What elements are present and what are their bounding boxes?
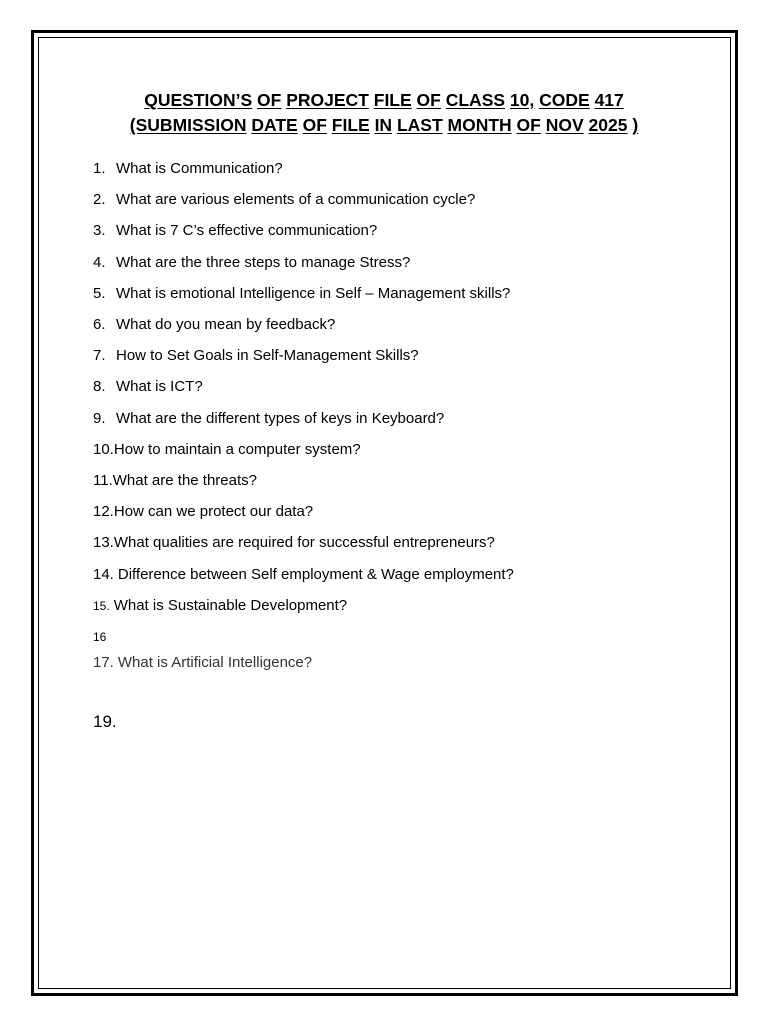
- title-word: ): [632, 115, 639, 135]
- question-number: 4.: [93, 254, 106, 271]
- question-text: What is Artificial Intelligence?: [117, 654, 313, 671]
- question-item: [93, 190, 475, 210]
- title-word: (SUBMISSION: [129, 115, 247, 135]
- question-item: [93, 221, 377, 241]
- question-number: 12.: [93, 503, 114, 520]
- title-word: 417: [594, 90, 624, 110]
- title-word: OF: [416, 90, 441, 110]
- title-word: LAST: [396, 115, 443, 135]
- question-text: How can we protect our data?: [113, 503, 314, 520]
- title-line-2: [0, 113, 768, 137]
- question-text: What are various elements of a communication cycle?: [116, 191, 476, 208]
- question-number: 7.: [93, 347, 106, 364]
- question-number: 13.: [93, 534, 114, 551]
- question-item: [93, 284, 510, 304]
- question-text: What do you mean by feedback?: [116, 316, 336, 333]
- title-line-1: [0, 88, 768, 112]
- title-word: IN: [374, 115, 393, 135]
- question-text: What are the different types of keys in Keyboard?: [116, 410, 445, 427]
- question-item: [93, 712, 117, 732]
- title-word: 2025: [588, 115, 628, 135]
- question-number: 14.: [93, 566, 114, 583]
- question-text: What are the threats?: [112, 472, 257, 489]
- question-text: What is 7 C’s effective communication?: [116, 222, 378, 239]
- title-word: QUESTION’S: [144, 90, 253, 110]
- question-number: 16: [93, 630, 107, 644]
- title-word: NOV: [545, 115, 584, 135]
- title-word: CODE: [539, 90, 590, 110]
- question-text: What are the three steps to manage Stress?: [116, 254, 411, 271]
- question-number: 17.: [93, 654, 114, 671]
- question-item: [93, 533, 495, 553]
- question-item: [93, 471, 257, 491]
- title-word: 10,: [509, 90, 535, 110]
- question-item: [93, 653, 312, 673]
- title-word: MONTH: [447, 115, 512, 135]
- title-word: OF: [302, 115, 327, 135]
- title-word: OF: [516, 115, 541, 135]
- title-word: DATE: [251, 115, 298, 135]
- title-word: CLASS: [445, 90, 506, 110]
- question-text: Difference between Self employment & Wage employment?: [117, 566, 514, 583]
- question-item: [93, 409, 444, 429]
- title-word: PROJECT: [286, 90, 369, 110]
- question-number: 10.: [93, 441, 114, 458]
- question-number: 1.: [93, 160, 106, 177]
- question-text: What is ICT?: [116, 378, 203, 395]
- question-item: [93, 627, 106, 647]
- question-item: [93, 346, 419, 366]
- question-number: 19.: [93, 712, 117, 731]
- question-number: 6.: [93, 316, 106, 333]
- question-text: How to Set Goals in Self-Management Skills?: [116, 347, 419, 364]
- question-text: What is Communication?: [116, 160, 283, 177]
- question-number: 15.: [93, 599, 110, 613]
- question-number: 11.: [93, 472, 113, 489]
- question-item: [93, 253, 410, 273]
- question-text: What qualities are required for successful entrepreneurs?: [113, 534, 495, 551]
- question-item: [93, 502, 313, 522]
- question-number: 2.: [93, 191, 106, 208]
- question-item: [93, 565, 514, 585]
- question-item: [93, 377, 203, 397]
- question-text: What is Sustainable Development?: [113, 597, 348, 614]
- question-number: 5.: [93, 285, 106, 302]
- question-text: How to maintain a computer system?: [113, 441, 361, 458]
- question-item: [93, 159, 283, 179]
- title-word: FILE: [331, 115, 370, 135]
- question-item: [93, 596, 347, 616]
- question-item: [93, 315, 335, 335]
- question-number: 9.: [93, 410, 106, 427]
- question-item: [93, 440, 361, 460]
- question-text: What is emotional Intelligence in Self – Management skills?: [116, 285, 511, 302]
- question-number: 3.: [93, 222, 106, 239]
- question-number: 8.: [93, 378, 106, 395]
- title-word: OF: [257, 90, 282, 110]
- title-word: FILE: [373, 90, 412, 110]
